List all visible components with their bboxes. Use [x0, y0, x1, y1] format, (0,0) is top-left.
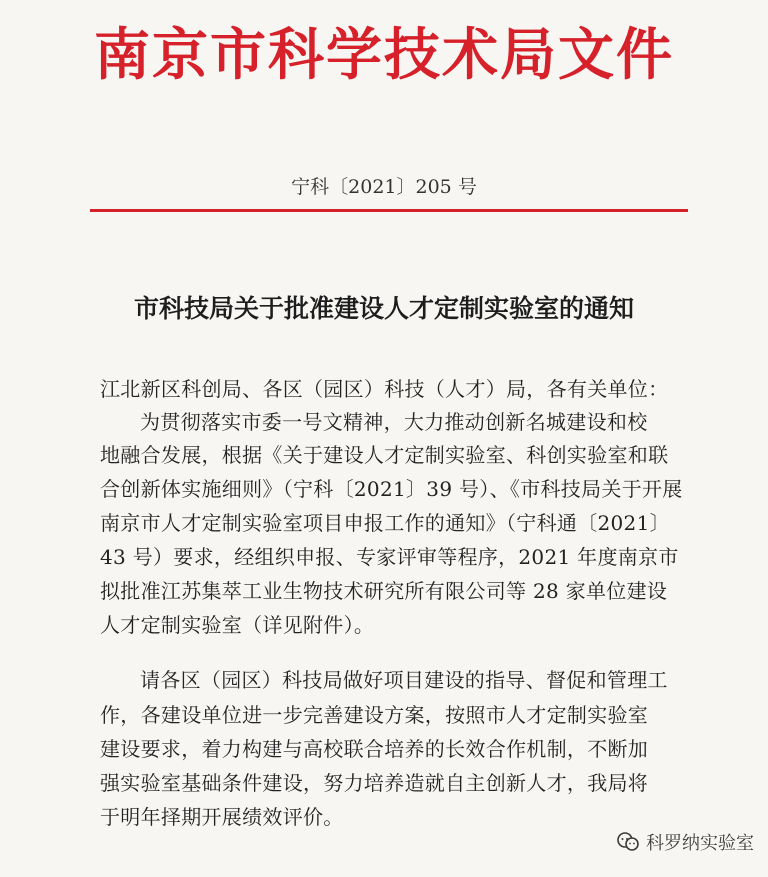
salutation-line: 江北新区科创局、各区（园区）科技（人才）局，各有关单位：	[100, 377, 669, 401]
watermark-account-name: 科罗纳实验室	[646, 833, 754, 854]
watermark	[616, 829, 754, 855]
body-line: 为贯彻落实市委一号文精神，大力推动创新名城建设和校	[140, 410, 648, 434]
body-line: 地融合发展，根据《关于建设人才定制实验室、科创实验室和联	[100, 443, 669, 467]
body-line: 作，各建设单位进一步完善建设方案，按照市人才定制实验室	[100, 703, 649, 727]
body-line: 于明年择期开展绩效评价。	[100, 805, 344, 829]
wechat-official-account-icon	[616, 831, 640, 853]
body-line: 请各区（园区）科技局做好项目建设的指导、督促和管理工	[140, 668, 668, 692]
body-line: 拟批准江苏集萃工业生物技术研究所有限公司等 28 家单位建设	[100, 579, 668, 603]
document-title: 市科技局关于批准建设人才定制实验室的通知	[133, 294, 634, 323]
body-line: 43 号）要求，经组织申报、专家评审等程序，2021 年度南京市	[100, 545, 679, 569]
body-line: 人才定制实验室（详见附件）。	[100, 613, 375, 637]
body-line: 南京市人才定制实验室项目申报工作的通知》（宁科通〔2021〕	[100, 511, 670, 535]
issuer-header: 南京市科学技术局文件	[94, 23, 674, 88]
body-line: 强实验室基础条件建设，努力培养造就自主创新人才，我局将	[100, 771, 649, 795]
document-number: 宁科〔2021〕205 号	[291, 176, 477, 198]
body-line: 合创新体实施细则》（宁科〔2021〕39 号）、《市科技局关于开展	[100, 477, 683, 501]
body-line: 建设要求，着力构建与高校联合培养的长效合作机制，不断加	[100, 737, 649, 761]
